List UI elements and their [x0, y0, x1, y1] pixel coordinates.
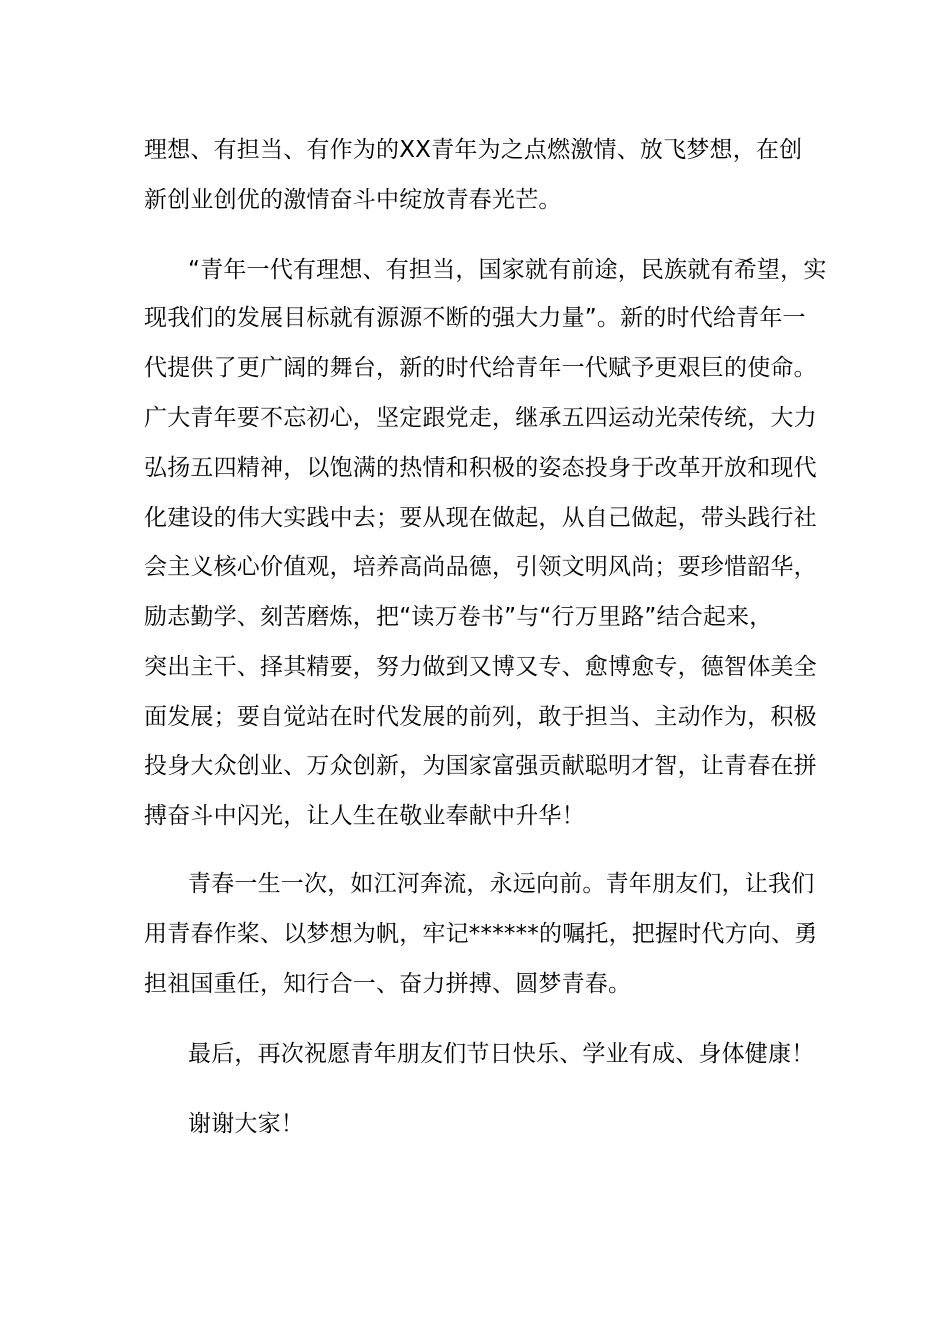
paragraph-2-line-8: 励志勤学、刻苦磨炼，把“读万卷书”与“行万里路”结合起来， [144, 604, 773, 630]
paragraph-2-line-7: 会主义核心价值观，培养高尚品德，引领文明风尚；要珍惜韶华， [144, 554, 817, 580]
paragraph-2-line-2: 现我们的发展目标就有源源不断的强大力量”。新的时代给青年一 [144, 305, 806, 331]
paragraph-2-line-3: 代提供了更广阔的舞台，新的时代给青年一代赋予更艰巨的使命。 [144, 355, 817, 381]
paragraph-2-line-10: 面发展；要自觉站在时代发展的前列，敢于担当、主动作为，积极 [144, 704, 817, 730]
paragraph-3-line-2: 用青春作桨、以梦想为帆，牢记******的嘱托，把握时代方向、勇 [144, 921, 818, 947]
paragraph-2-line-11: 投身大众创业、万众创新，为国家富强贡献聪明才智，让青春在拼 [144, 753, 817, 779]
paragraph-1-line-1: 理想、有担当、有作为的XX青年为之点燃激情、放飞梦想，在创 [144, 137, 803, 163]
paragraph-2-line-4: 广大青年要不忘初心，坚定跟党走，继承五四运动光荣传统，大力 [144, 405, 817, 431]
paragraph-1-line-2: 新创业创优的激情奋斗中绽放青春光芒。 [144, 187, 562, 213]
paragraph-2-line-12: 搏奋斗中闪光，让人生在敬业奉献中升华！ [144, 803, 585, 829]
paragraph-3-line-1: 青春一生一次，如江河奔流，永远向前。青年朋友们，让我们 [188, 871, 815, 897]
paragraph-4-line-1: 最后，再次祝愿青年朋友们节日快乐、学业有成、身体健康！ [188, 1041, 815, 1067]
paragraph-2-line-9: 突出主干、择其精要，努力做到又博又专、愈博愈专，德智体美全 [144, 654, 817, 680]
paragraph-2-line-1: “青年一代有理想、有担当，国家就有前途，民族就有希望，实 [188, 257, 827, 283]
paragraph-5-line-1: 谢谢大家！ [188, 1111, 304, 1137]
paragraph-3-line-3: 担祖国重任，知行合一、奋力拼搏、圆梦青春。 [144, 971, 632, 997]
paragraph-2-line-6: 化建设的伟大实践中去；要从现在做起，从自己做起，带头践行社 [144, 505, 817, 531]
paragraph-2-line-5: 弘扬五四精神，以饱满的热情和积极的姿态投身于改革开放和现代 [144, 455, 817, 481]
